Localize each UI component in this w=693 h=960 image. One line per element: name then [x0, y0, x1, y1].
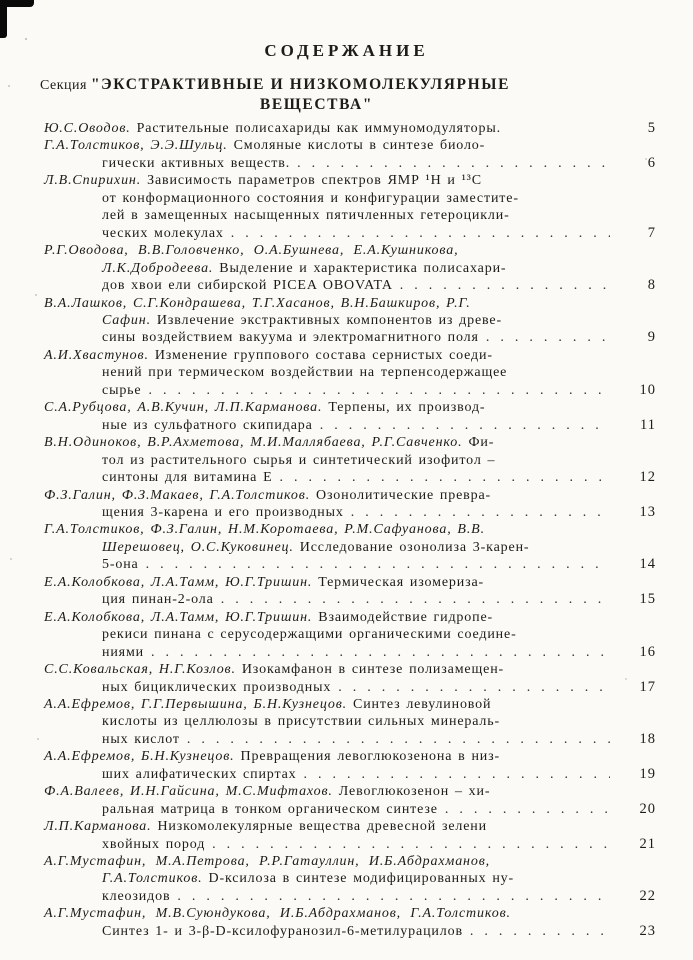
entry-authors: С.С.Ковальская, Н.Г.Козлов.: [44, 662, 236, 678]
toc-entry-line: [44, 853, 656, 870]
toc-entry-line: [44, 626, 656, 643]
entry-title-text: ческих молекулах: [102, 225, 224, 241]
entry-title-text: синтоны для витамина Е: [102, 470, 273, 486]
entry-title-text: Низкомолекулярные вещества древесной зелени: [157, 819, 487, 835]
toc-entry-line: [44, 644, 656, 661]
dot-leader: [177, 888, 610, 905]
dot-leader: [320, 417, 610, 434]
entry-page-number: 18: [639, 730, 656, 747]
page-title: СОДЕРЖАНИЕ: [264, 41, 429, 60]
entry-authors: Г.А.Толстиков.: [102, 871, 203, 887]
entry-title-text: ных бициклических производных: [102, 679, 332, 695]
toc-entry-line: [44, 574, 656, 591]
entry-page-number: 16: [639, 643, 656, 660]
entry-title-text: Исследование озонолиза 3-карен-: [299, 539, 530, 555]
entry-authors: Ф.А.Валеев, И.Н.Гайсина, М.С.Мифтахов.: [44, 784, 333, 800]
toc-entry-line: [44, 452, 656, 469]
entry-title-text: ция пинан-2-ола: [102, 592, 214, 608]
entry-title-text: Смоляные кислоты в синтезе биоло-: [233, 138, 486, 154]
entry-title-text: сырье: [102, 382, 142, 398]
dot-leader: [297, 155, 610, 172]
toc-list: [44, 120, 656, 940]
entry-title-text: Синтез левулиновой: [353, 696, 492, 712]
dot-leader: [231, 225, 610, 242]
entry-title-text: от конформационного состояния и конфигурации заместите-: [102, 190, 519, 206]
dot-leader: [445, 801, 610, 818]
entry-authors: А.А.Ефремов, Г.Г.Первышина, Б.Н.Кузнецов.: [44, 696, 348, 712]
toc-entry-line: [44, 329, 656, 346]
dot-leader: [146, 556, 610, 573]
entry-page-number: 14: [639, 556, 656, 573]
entry-title-text: Выделение и характеристика полисахари-: [219, 260, 507, 276]
dot-leader: [151, 644, 610, 661]
entry-page-number: 19: [639, 765, 656, 782]
toc-entry-line: [44, 888, 656, 905]
toc-entry-line: [44, 120, 656, 137]
entry-authors: А.Г.Мустафин, М.А.Петрова, Р.Р.Гатауллин, И.Б.Абдрахманов,: [44, 854, 490, 870]
toc-entry-line: [44, 696, 656, 713]
entry-title-text: Изокамфанон в синтезе полизамещен-: [241, 662, 505, 678]
toc-entry-line: [44, 521, 656, 538]
dot-leader: [221, 591, 610, 608]
entry-page-number: 11: [640, 416, 656, 433]
entry-title-text: кислоты из целлюлозы в присутствии сильных минераль-: [102, 714, 501, 730]
dot-leader: [338, 679, 610, 696]
entry-authors: А.И.Хвастунов.: [44, 347, 149, 363]
entry-authors: Ф.З.Галин, Ф.З.Макаев, Г.А.Толстиков.: [44, 487, 311, 503]
toc-entry-line: [44, 434, 656, 451]
toc-entry-line: [44, 591, 656, 608]
toc-entry-line: [44, 766, 656, 783]
toc-entry-line: [44, 923, 656, 940]
entry-title-text: Синтез 1- и 3-β-D-ксилофуранозил-6-метилурацилов: [102, 923, 463, 939]
dot-leader: [470, 923, 610, 940]
entry-authors: А.А.Ефремов, Б.Н.Кузнецов.: [44, 749, 235, 765]
entry-page-number: 10: [639, 381, 656, 398]
entry-title-text: щения 3-карена и его производных: [102, 504, 344, 520]
entry-title-text: сины воздействием вакуума и электромагнитного поля: [102, 330, 479, 346]
entry-title-text: тол из растительного сырья и синтетический изофитол –: [102, 452, 496, 468]
entry-page-number: 7: [647, 224, 656, 241]
entry-title-text: дов хвои ели сибирской PICEA OBOVATA: [102, 278, 393, 294]
section-name-line1: "ЭКСТРАКТИВНЫЕ И НИЗКОМОЛЕКУЛЯРНЫЕ: [90, 76, 511, 93]
toc-entry-line: [44, 836, 656, 853]
toc-entry-line: [44, 207, 656, 224]
entry-page-number: 15: [639, 591, 656, 608]
toc-entry-line: [44, 225, 656, 242]
entry-title-text: гически активных веществ.: [102, 155, 291, 171]
dot-leader: [304, 766, 611, 783]
entry-title-text: Терпены, их производ-: [328, 400, 486, 416]
toc-entry-line: [44, 870, 656, 887]
section-name-line2: ВЕЩЕСТВА": [259, 96, 374, 113]
entry-authors: Е.А.Колобкова, Л.А.Тамм, Ю.Г.Тришин.: [44, 609, 313, 625]
entry-title-text: ные из сульфатного скипидара: [102, 417, 313, 433]
toc-entry-line: [44, 783, 656, 800]
entry-authors: Р.Г.Оводова, В.В.Головченко, О.А.Бушнева, Е.А.Кушникова,: [44, 243, 459, 259]
dot-leader: [400, 277, 610, 294]
dot-leader: [187, 731, 610, 748]
section-heading: [0, 75, 693, 114]
toc-entry-line: [44, 504, 656, 521]
entry-title-text: Превращения левоглюкозенона в низ-: [240, 749, 501, 765]
toc-entry-line: [44, 487, 656, 504]
toc-entry-line: [44, 277, 656, 294]
entry-authors: Г.А.Толстиков, Э.Э.Шульц.: [44, 138, 228, 154]
toc-entry-line: [44, 417, 656, 434]
toc-entry-line: [44, 556, 656, 573]
toc-entry-line: [44, 661, 656, 678]
toc-entry-line: [44, 172, 656, 189]
toc-entry-line: [44, 260, 656, 277]
entry-authors: Шерешовец, О.С.Куковинец.: [102, 539, 294, 555]
entry-page-number: 23: [639, 922, 656, 939]
entry-title-text: нений при термическом воздействии на терпенсодержащее: [102, 365, 508, 381]
entry-title-text: Взаимодействие гидропе-: [318, 609, 494, 625]
section-prefix: Секция: [40, 78, 87, 93]
entry-title-text: рекиси пинана с серусодержащими органическими соедине-: [102, 627, 517, 643]
entry-title-text: Фи-: [468, 435, 495, 451]
toc-entry-line: [44, 382, 656, 399]
entry-title-text: Изменение группового состава сернистых соеди-: [154, 347, 493, 363]
entry-title-text: ниями: [102, 644, 145, 660]
dot-leader: [148, 382, 610, 399]
toc-entry-line: [44, 731, 656, 748]
toc-entry-line: [44, 713, 656, 730]
toc-entry-line: [44, 190, 656, 207]
entry-title-text: хвойных пород: [102, 836, 206, 852]
entry-title-text: Озонолитические превра-: [316, 487, 492, 503]
entry-title-text: ных кислот: [102, 731, 180, 747]
dot-leader: [486, 329, 610, 346]
toc-entry-line: [44, 242, 656, 259]
entry-title-text: D-ксилоза в синтезе модифицированных ну-: [208, 871, 515, 887]
entry-title-text: Зависимость параметров спектров ЯМР ¹Н и ¹³С: [147, 173, 482, 189]
entry-authors: Г.А.Толстиков, Ф.З.Галин, Н.М.Коротаева, Р.М.Сафуанова, В.В.: [44, 522, 485, 538]
toc-entry-line: [44, 295, 656, 312]
entry-title-text: ральная матрица в тонком органическом синтезе: [102, 801, 438, 817]
toc-entry-line: [44, 818, 656, 835]
section-heading-line2: [0, 95, 633, 114]
entry-authors: В.Н.Одиноков, В.Р.Ахметова, М.И.Маллябаева, Р.Г.Савченко.: [44, 435, 463, 451]
toc-entry-line: [44, 469, 656, 486]
entry-page-number: 17: [639, 678, 656, 695]
entry-authors: С.А.Рубцова, А.В.Кучин, Л.П.Карманова.: [44, 400, 323, 416]
entry-page-number: 20: [639, 800, 656, 817]
entry-title-text: ших алифатических спиртах: [102, 766, 297, 782]
toc-entry-line: [44, 748, 656, 765]
entry-page-number: 9: [647, 329, 656, 346]
toc-entry-line: [44, 137, 656, 154]
entry-page-number: 5: [647, 120, 656, 136]
toc-entry-line: [44, 312, 656, 329]
entry-authors: Л.П.Карманова.: [44, 819, 152, 835]
entry-title-text: лей в замещенных насыщенных пятичленных гетероцикли-: [102, 208, 510, 224]
entry-page-number: 21: [639, 835, 656, 852]
entry-page-number: 8: [647, 277, 656, 294]
toc-entry-line: [44, 364, 656, 381]
entry-authors: Л.В.Спирихин.: [44, 173, 142, 189]
toc-entry-line: [44, 155, 656, 172]
entry-title-text: Термическая изомериза-: [318, 574, 485, 590]
entry-authors: В.А.Лашков, С.Г.Кондрашева, Т.Г.Хасанов, В.Н.Башкиров, Р.Г.: [44, 295, 471, 311]
scan-edge-mark-left: [0, 0, 7, 38]
toc-entry-line: [44, 399, 656, 416]
section-heading-line1: [0, 75, 693, 95]
entry-authors: А.Г.Мустафин, М.В.Суюндукова, И.Б.Абдрахманов, Г.А.Толстиков.: [44, 906, 511, 922]
scan-noise-specks: [25, 38, 27, 40]
dot-leader: [351, 504, 610, 521]
entry-title-text: Извлечение экстрактивных компонентов из древе-: [156, 312, 502, 328]
entry-authors: Л.К.Добродеева.: [102, 260, 214, 276]
entry-page-number: 22: [639, 887, 656, 904]
entry-authors: Е.А.Колобкова, Л.А.Тамм, Ю.Г.Тришин.: [44, 574, 313, 590]
entry-authors: Сафин.: [102, 312, 151, 328]
toc-entry-line: [44, 347, 656, 364]
entry-title-text: Растительные полисахариды как иммуномодуляторы.: [136, 121, 501, 136]
toc-entry-line: [44, 801, 656, 818]
entry-authors: Ю.С.Оводов.: [44, 121, 131, 136]
toc-entry-line: [44, 679, 656, 696]
toc-entry-line: [44, 905, 656, 922]
dot-leader: [280, 469, 611, 486]
entry-page-number: 13: [639, 503, 656, 520]
toc-entry-line: [44, 539, 656, 556]
toc-entry-line: [44, 609, 656, 626]
entry-title-text: 5-она: [102, 557, 139, 573]
entry-title-text: Левоглюкозенон – хи-: [338, 784, 491, 800]
entry-title-text: клеозидов: [102, 888, 171, 904]
dot-leader: [212, 836, 610, 853]
entry-page-number: 6: [647, 154, 656, 171]
entry-page-number: 12: [639, 469, 656, 486]
